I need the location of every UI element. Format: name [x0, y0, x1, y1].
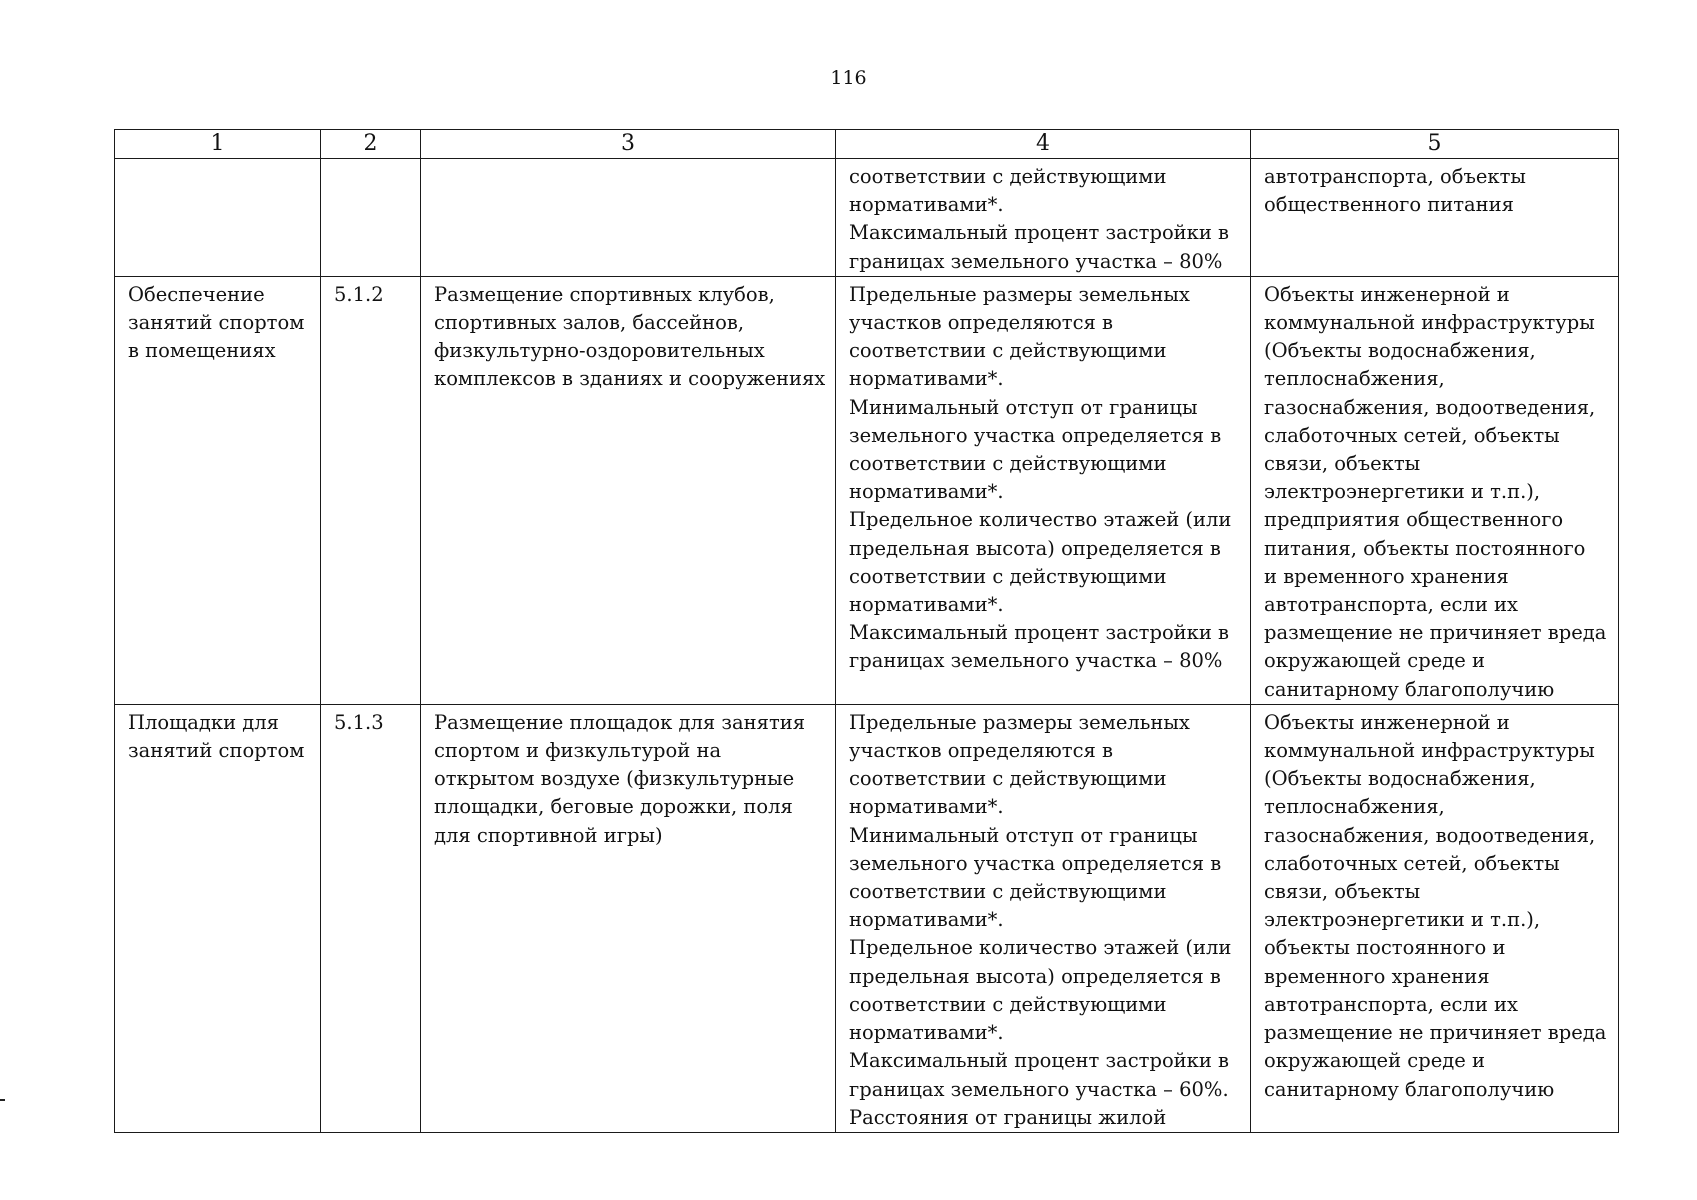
cell-description — [421, 159, 836, 277]
cell-description-text: Размещение площадок для занятия спортом и физкультурой на открытом воздухе (физкультурные площадки, беговые дорожки, поля для спортивной игры) — [434, 710, 806, 847]
cell-auxiliary — [1251, 704, 1619, 1132]
cell-description-text — [421, 159, 835, 163]
cell-parameters-text: Предельные размеры земельных участков определяются в соответствии с действующими нормативами*. Минимальный отступ от границы земельного участка определяется в соответствии с действующими нормативами*. Предельное количество этажей (или предельная высота) определяется в соответствии с действующими нормативами*. Максимальный процент застройки в границах земельного участка – 60%. Расстояния от границы жилой — [849, 710, 1232, 1129]
cell-name — [115, 704, 321, 1132]
table-header-row — [115, 130, 1619, 159]
cell-name-text: Площадки для занятий спортом — [128, 710, 305, 763]
cell-auxiliary — [1251, 159, 1619, 277]
cell-name — [115, 159, 321, 277]
cell-auxiliary — [1251, 276, 1619, 704]
cell-code-text — [321, 159, 420, 163]
column-header-2: 2 — [321, 130, 421, 159]
cell-description — [421, 704, 836, 1132]
column-header-4: 4 — [836, 130, 1251, 159]
cell-code — [321, 159, 421, 277]
cell-parameters — [836, 159, 1251, 277]
cell-name — [115, 276, 321, 704]
cell-parameters-text: соответствии с действующими нормативами*. Максимальный процент застройки в границах земельного участка – 80% — [849, 165, 1230, 273]
cell-parameters — [836, 276, 1251, 704]
cell-auxiliary-text: автотранспорта, объекты общественного питания — [1264, 165, 1526, 217]
cell-code-text: 5.1.2 — [334, 282, 384, 306]
cell-name-text — [115, 159, 320, 163]
cell-name-text: Обеспечение занятий спортом в помещениях — [128, 282, 305, 363]
table-row — [115, 276, 1619, 704]
cell-description — [421, 276, 836, 704]
cell-auxiliary-text: Объекты инженерной и коммунальной инфраструктуры (Объекты водоснабжения, теплоснабжения, газоснабжения, водоотведения, слаботочных сетей, объекты связи, объекты электроэнергетики и т.п.), объекты постоянного и временного хранения автотранспорта, если их размещение не причиняет вреда окружающей среде и санитарному благополучию — [1264, 710, 1607, 1101]
cell-parameters-text: Предельные размеры земельных участков определяются в соответствии с действующими нормативами*. Минимальный отступ от границы земельного участка определяется в соответствии с действующими нормативами*. Предельное количество этажей (или предельная высота) определяется в соответствии с действующими нормативами*. Максимальный процент застройки в границах земельного участка – 80% — [849, 282, 1232, 673]
land-use-table — [114, 129, 1619, 1133]
cell-code — [321, 704, 421, 1132]
margin-tick-mark — [0, 1099, 5, 1101]
cell-code — [321, 276, 421, 704]
column-header-1: 1 — [115, 130, 321, 159]
column-header-5: 5 — [1251, 130, 1619, 159]
cell-parameters — [836, 704, 1251, 1132]
column-header-3: 3 — [421, 130, 836, 159]
table-row — [115, 704, 1619, 1132]
cell-description-text: Размещение спортивных клубов, спортивных залов, бассейнов, физкультурно-оздоровительных комплексов в зданиях и сооружениях — [434, 282, 826, 391]
table-row — [115, 159, 1619, 277]
cell-auxiliary-text: Объекты инженерной и коммунальной инфраструктуры (Объекты водоснабжения, теплоснабжения, газоснабжения, водоотведения, слаботочных сетей, объекты связи, объекты электроэнергетики и т.п.), предприятия общественного питания, объекты постоянного и временного хранения автотранспорта, если их размещение не причиняет вреда окружающей среде и санитарному благополучию — [1264, 282, 1607, 701]
cell-code-text: 5.1.3 — [334, 710, 384, 734]
page-number: 116 — [830, 67, 867, 89]
